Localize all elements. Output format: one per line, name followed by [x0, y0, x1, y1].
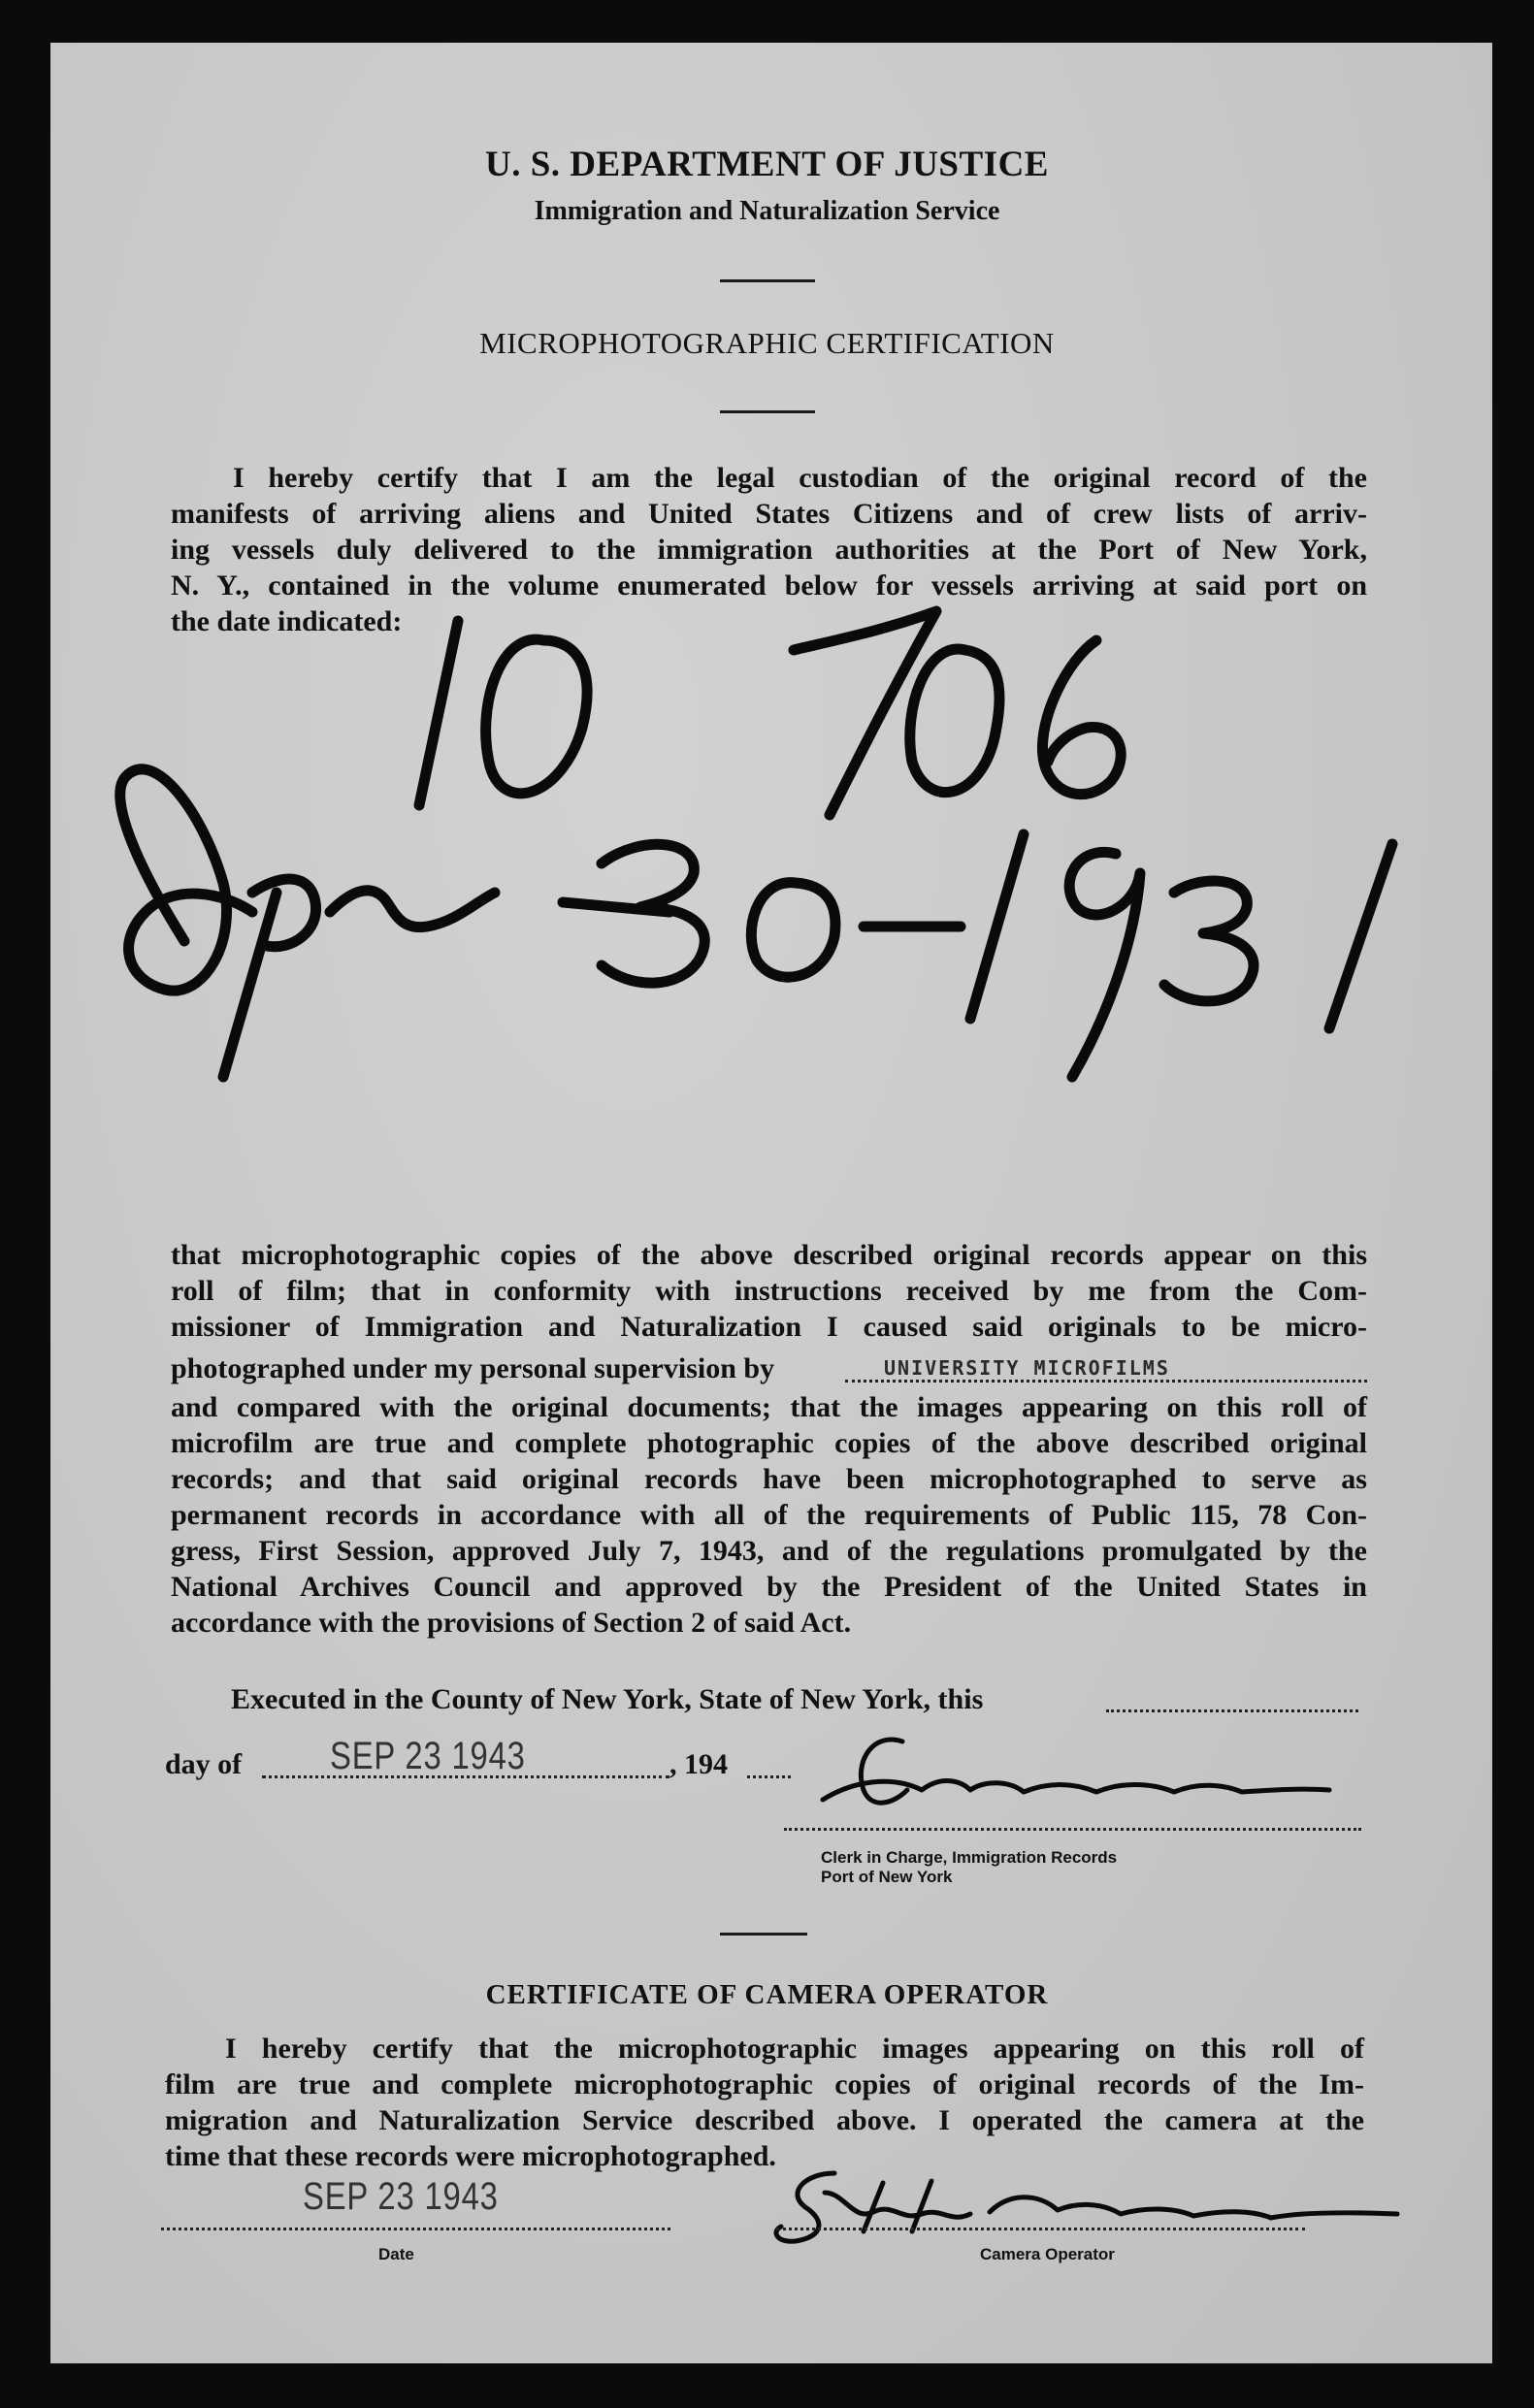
intro-line: manifests of arriving aliens and United States Citizens and of crew lists of arriv- — [171, 498, 1367, 530]
date-label: Date — [378, 2245, 414, 2263]
service-subheading: Immigration and Naturalization Service — [534, 196, 1000, 226]
body-line: accordance with the provisions of Section 2 of said Act. — [171, 1607, 852, 1639]
body-line: missioner of Immigration and Naturalization I caused said originals to be micro- — [171, 1311, 1367, 1343]
supervisor-stamp: UNIVERSITY MICROFILMS — [884, 1356, 1170, 1380]
handwritten-volume-number — [419, 611, 1121, 815]
clerk-signature — [815, 1722, 1339, 1829]
camera-date-stamp: SEP 23 1943 — [303, 2175, 499, 2218]
date-dotted-line — [161, 2228, 670, 2230]
document-sheet — [50, 43, 1492, 2363]
camera-operator-signature — [767, 2154, 1407, 2251]
body-line: permanent records in accordance with all of the requirements of Public 115, 78 Con- — [171, 1499, 1367, 1531]
operator-dotted-line — [776, 2228, 1305, 2230]
camera-line: migration and Naturalization Service described above. I operated the camera at the — [165, 2104, 1364, 2136]
executed-text: Executed in the County of New York, State of New York, this — [231, 1683, 984, 1715]
body-line: and compared with the original documents; that the images appearing on this roll of — [171, 1391, 1367, 1423]
intro-line: the date indicated: — [171, 605, 403, 637]
body-line: roll of film; that in conformity with instructions received by me from the Com- — [171, 1275, 1367, 1307]
clerk-port: Port of New York — [821, 1868, 953, 1886]
camera-line: I hereby certify that the microphotographic images appearing on this roll of — [225, 2033, 1364, 2065]
section-divider — [720, 1933, 807, 1936]
body-line: records; and that said original records have been microphotographed to serve as — [171, 1463, 1367, 1495]
header-divider-top — [720, 279, 815, 282]
execution-day-dotted-line — [1106, 1709, 1358, 1712]
clerk-title: Clerk in Charge, Immigration Records — [821, 1848, 1118, 1867]
camera-certificate-title: CERTIFICATE OF CAMERA OPERATOR — [485, 1979, 1049, 2010]
handwritten-date — [120, 769, 1392, 1077]
handwritten-volume-and-date — [58, 572, 1417, 1096]
year-label: , 194 — [669, 1748, 728, 1780]
body-line: photographed under my personal supervision by — [171, 1352, 775, 1384]
body-line: National Archives Council and approved by the President of the United States in — [171, 1571, 1367, 1603]
header-divider-bottom — [720, 410, 815, 413]
body-line: gress, First Session, approved July 7, 1943, and of the regulations promulgated by the — [171, 1535, 1367, 1567]
year-dotted-line — [747, 1775, 791, 1778]
body-line: that microphotographic copies of the above described original records appear on this — [171, 1239, 1367, 1271]
camera-operator-label: Camera Operator — [980, 2245, 1115, 2263]
department-heading: U. S. DEPARTMENT OF JUSTICE — [485, 145, 1049, 184]
certification-title: MICROPHOTOGRAPHIC CERTIFICATION — [479, 326, 1055, 360]
intro-line: N. Y., contained in the volume enumerated below for vessels arriving at said port on — [171, 569, 1367, 602]
day-of-label: day of — [165, 1748, 243, 1780]
camera-certificate-body — [165, 2031, 1364, 2174]
execution-date-stamp: SEP 23 1943 — [330, 1735, 526, 1777]
camera-line: film are true and complete microphotographic copies of original records of the Im- — [165, 2068, 1364, 2100]
camera-line: time that these records were microphotographed. — [165, 2140, 776, 2172]
body-line: microfilm are true and complete photographic copies of the above described original — [171, 1427, 1367, 1459]
clerk-signature-dotted-line — [784, 1828, 1361, 1831]
intro-line: I hereby certify that I am the legal custodian of the original record of the — [233, 462, 1367, 494]
intro-line: ing vessels duly delivered to the immigration authorities at the Port of New York, — [171, 534, 1367, 566]
certification-body — [171, 1237, 1367, 1641]
